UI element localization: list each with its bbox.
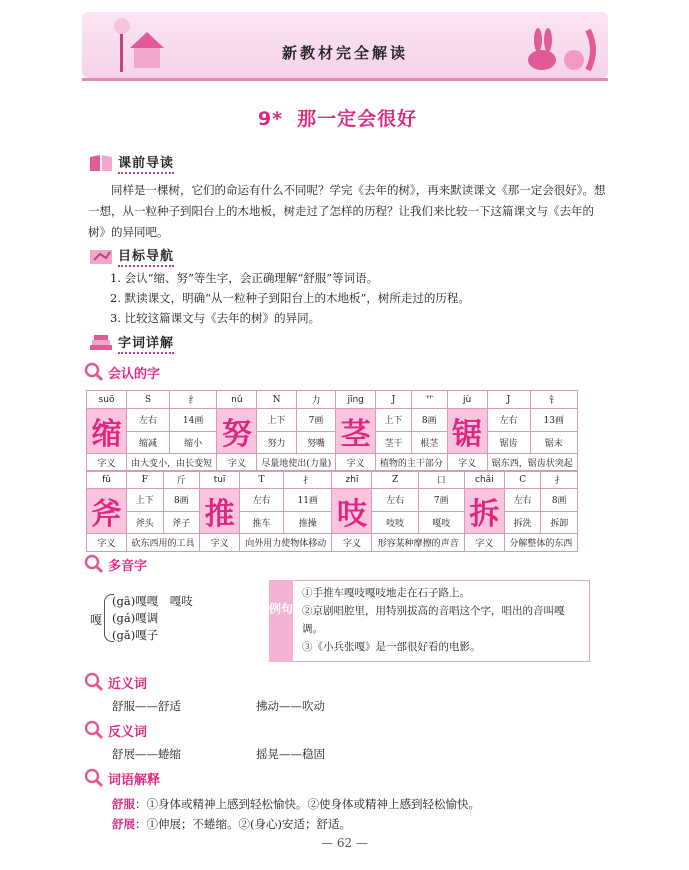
word-cell: 锯末: [530, 431, 577, 454]
example-label: 例句: [269, 580, 293, 662]
header-divider: [82, 78, 608, 81]
meaning-label: 字义: [464, 534, 504, 552]
example-list: [302, 584, 584, 656]
structure-cell: 左右: [504, 489, 541, 512]
radical-cell: 艹: [411, 391, 447, 409]
word-cell: 吱吱: [372, 511, 418, 534]
definitions-heading: [84, 768, 160, 788]
radical-cell: 力: [296, 391, 335, 409]
structure-cell: 上下: [376, 409, 412, 432]
definition-term: 舒服: [112, 797, 135, 811]
meaning-label: 字义: [217, 454, 257, 472]
radical-cell: 扌: [541, 471, 578, 489]
definition-term: 舒展: [112, 817, 135, 831]
structure-cell: 左右: [240, 489, 284, 512]
radical-cell: 扌: [283, 471, 332, 489]
char-cell: 拆: [464, 489, 504, 534]
synonym-item: 拂动——吹动: [256, 699, 325, 713]
radical-cell: 斤: [163, 471, 200, 489]
chars-heading: [84, 362, 160, 382]
meaning-cell: 锯东西，锯齿状突起: [487, 454, 577, 472]
pre-reading-heading: [88, 152, 174, 174]
char-cell: 茎: [336, 409, 376, 454]
meaning-label: 字义: [336, 454, 376, 472]
definition-item: [112, 814, 612, 834]
initial-cell: T: [240, 471, 284, 489]
example-item: ③《小兵张嘎》是一部很好看的电影。: [302, 641, 481, 653]
word-cell: 锯齿: [487, 431, 530, 454]
initial-cell: N: [257, 391, 296, 409]
definition-text: ：①身体或精神上感到轻松愉快。②使身体或精神上感到轻松愉快。: [135, 797, 480, 811]
char-cell: 缩: [87, 409, 127, 454]
reading-item: (gā)嘎嘎 嘎吱: [112, 594, 193, 608]
reading-item: (gá)嘎调: [112, 611, 159, 625]
goals-list: [110, 268, 610, 328]
char-cell: 努: [217, 409, 257, 454]
meaning-label: 字义: [87, 454, 127, 472]
meaning-cell: 由大变小，由长变短: [127, 454, 217, 472]
pre-reading-label: 课前导读: [118, 152, 174, 174]
strokes-cell: 11画: [283, 489, 332, 512]
synonyms-heading: [84, 672, 147, 692]
lesson-number: 9*: [257, 108, 284, 130]
char-cell: 锯: [447, 409, 487, 454]
vocab-label: 字词详解: [118, 332, 174, 354]
word-cell: 嘎吱: [418, 511, 464, 534]
strokes-cell: 14画: [169, 409, 216, 432]
magnifier-icon: [84, 720, 104, 740]
books-stack-icon: [88, 333, 114, 353]
meaning-cell: 植物的主干部分: [376, 454, 447, 472]
definition-text: ：①伸展；不蜷缩。②(身心)安适；舒适。: [135, 817, 351, 831]
strokes-cell: 13画: [530, 409, 577, 432]
structure-cell: 左右: [487, 409, 530, 432]
lesson-title: [0, 104, 689, 131]
map-icon: [88, 246, 114, 266]
page-number: — 62 —: [321, 836, 368, 850]
word-cell: 拆卸: [541, 511, 578, 534]
char-cell: 吱: [332, 489, 372, 534]
magnifier-icon: [84, 672, 104, 692]
structure-cell: 左右: [372, 489, 418, 512]
reading-item: (gǎ)嘎子: [112, 628, 159, 642]
word-cell: 努嘴: [296, 431, 335, 454]
strokes-cell: 8画: [541, 489, 578, 512]
polyphone-label: 多音字: [108, 558, 148, 574]
word-cell: 茎干: [376, 431, 412, 454]
structure-cell: 上下: [257, 409, 296, 432]
initial-cell: C: [504, 471, 541, 489]
pinyin-cell: chāi: [464, 471, 504, 489]
polyphone-readings: [112, 593, 193, 644]
word-cell: 推车: [240, 511, 284, 534]
chars-label: 会认的字: [108, 366, 161, 382]
radical-cell: 纟: [169, 391, 216, 409]
pinyin-cell: zhī: [332, 471, 372, 489]
structure-cell: 左右: [127, 409, 170, 432]
definitions-label: 词语解释: [108, 772, 161, 788]
definition-item: [112, 794, 612, 814]
lesson-name: 那一定会很好: [297, 108, 418, 130]
char-cell: 推: [200, 489, 240, 534]
strokes-cell: 7画: [296, 409, 335, 432]
initial-cell: Z: [372, 471, 418, 489]
word-cell: 斧子: [163, 511, 200, 534]
magnifier-icon: [84, 554, 104, 574]
magnifier-icon: [84, 362, 104, 382]
polyphone-char: 嘎: [90, 613, 103, 627]
antonym-item: 舒展——蜷缩: [112, 747, 181, 761]
meaning-cell: 分解整体的东西: [504, 534, 577, 552]
meaning-label: 字义: [332, 534, 372, 552]
meaning-cell: 砍东西用的工具: [127, 534, 200, 552]
pre-reading-text: 同样是一棵树，它们的命运有什么不同呢？学完《去年的树》，再来默读课文《那一定会很好》。想一想，从一粒种子到阳台上的木地板，树走过了怎样的历程？让我们来比较一下这篇课文与《去年的树》的异同吧。: [88, 183, 606, 239]
meaning-cell: 形容某种摩擦的声音: [372, 534, 464, 552]
meaning-cell: 向外用力使物体移动: [240, 534, 332, 552]
book-icon: [88, 153, 114, 173]
antonyms-heading: [84, 720, 147, 740]
synonym-item: 舒服——舒适: [112, 699, 181, 713]
goals-heading: [88, 245, 174, 267]
chars-table-row2: [86, 470, 578, 552]
radical-cell: 钅: [530, 391, 577, 409]
pinyin-cell: suō: [87, 391, 127, 409]
meaning-label: 字义: [87, 534, 127, 552]
structure-cell: 上下: [127, 489, 164, 512]
pinyin-cell: nǔ: [217, 391, 257, 409]
pinyin-cell: fǔ: [87, 471, 127, 489]
strokes-cell: 7画: [418, 489, 464, 512]
word-cell: 根茎: [411, 431, 447, 454]
char-cell: 斧: [87, 489, 127, 534]
word-cell: 缩减: [127, 431, 170, 454]
word-cell: 努力: [257, 431, 296, 454]
pinyin-cell: jù: [447, 391, 487, 409]
meaning-label: 字义: [200, 534, 240, 552]
chars-table-row1: [86, 390, 578, 472]
goal-item: 1. 会认“缩、努”等生字，会正确理解“舒服”等词语。: [110, 271, 379, 285]
antonym-item: 摇晃——稳固: [256, 747, 325, 761]
word-cell: 推操: [283, 511, 332, 534]
initial-cell: S: [127, 391, 170, 409]
initial-cell: F: [127, 471, 164, 489]
strokes-cell: 8画: [411, 409, 447, 432]
header-title: 新教材完全解读: [281, 44, 408, 62]
word-cell: 缩小: [169, 431, 216, 454]
meaning-label: 字义: [447, 454, 487, 472]
radical-cell: 口: [418, 471, 464, 489]
example-item: ①手推车嘎吱嘎吱地走在石子路上。: [302, 587, 470, 599]
word-cell: 拆洗: [504, 511, 541, 534]
example-item: ②京剧唱腔里，用特别拔高的音唱这个字，唱出的音叫嘎调。: [302, 605, 565, 635]
pinyin-cell: jīng: [336, 391, 376, 409]
word-cell: 斧头: [127, 511, 164, 534]
magnifier-icon: [84, 768, 104, 788]
pinyin-cell: tuī: [200, 471, 240, 489]
goal-item: 2. 默读课文，明确“从一粒种子到阳台上的木地板”，树所走过的历程。: [110, 291, 470, 305]
initial-cell: J: [487, 391, 530, 409]
synonyms-label: 近义词: [108, 676, 148, 692]
meaning-cell: 尽量地使出(力量): [257, 454, 336, 472]
initial-cell: J: [376, 391, 412, 409]
page-header: [82, 12, 608, 78]
strokes-cell: 8画: [163, 489, 200, 512]
vocab-heading: [88, 332, 174, 354]
goals-label: 目标导航: [118, 245, 174, 267]
antonyms-label: 反义词: [108, 724, 148, 740]
polyphone-heading: [84, 554, 147, 574]
goal-item: 3. 比较这篇课文与《去年的树》的异同。: [110, 311, 321, 325]
